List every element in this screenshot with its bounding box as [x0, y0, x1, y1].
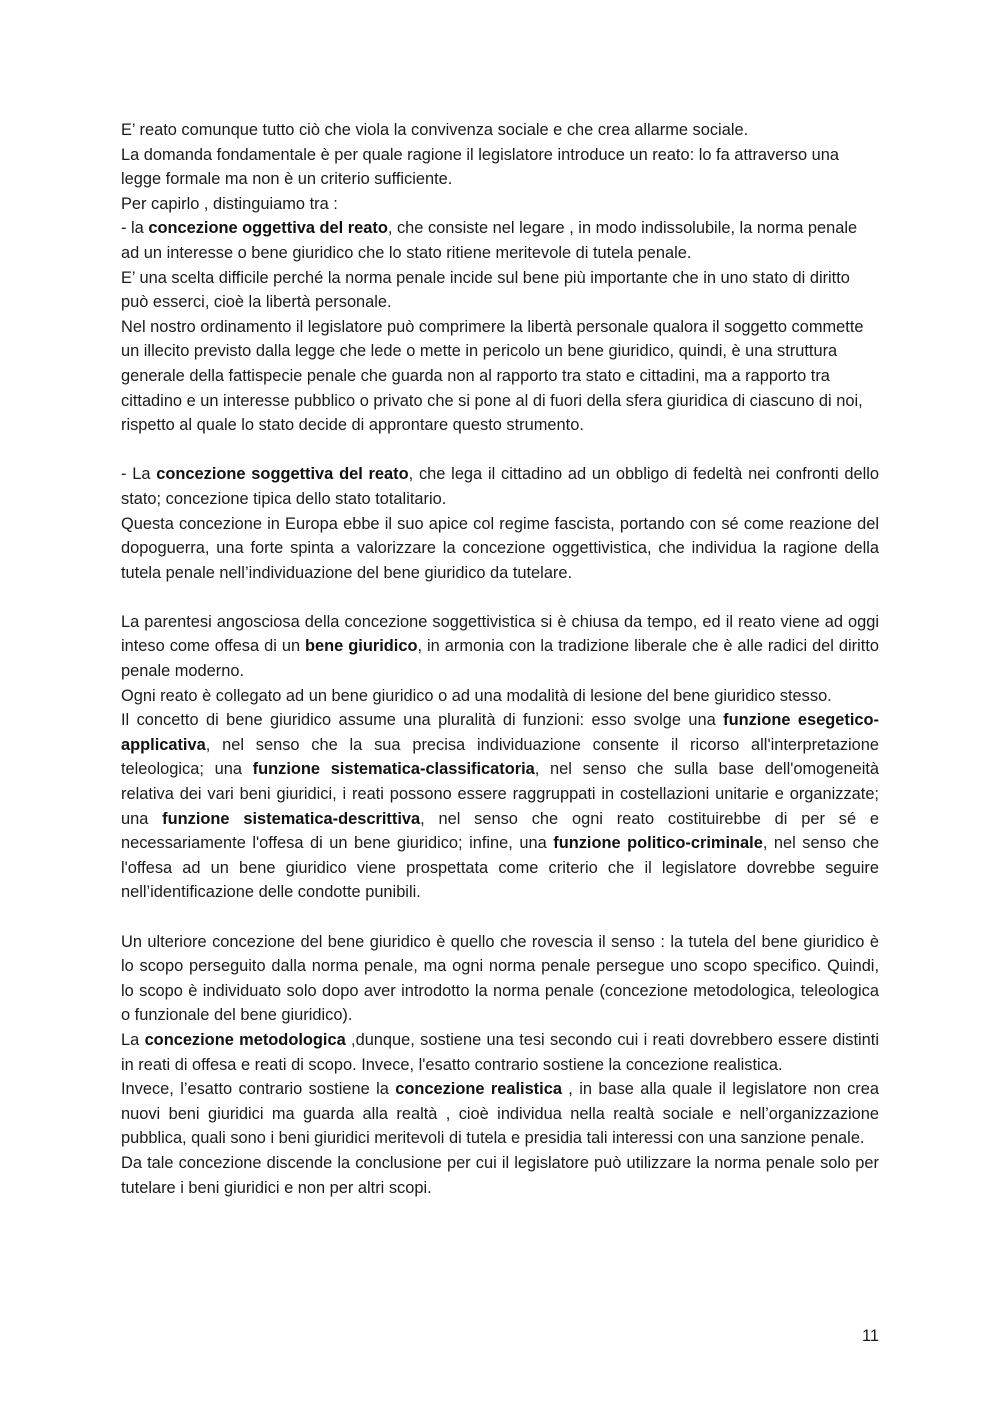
bold-term: bene giuridico — [305, 637, 418, 656]
page-number: 11 — [861, 1327, 879, 1345]
text-run: E’ una scelta difficile perché la norma penale incide sul bene più importante che in uno stato di diritto può esserci, cioè la libertà personale. — [121, 268, 850, 312]
bold-term: concezione oggettiva del reato — [148, 219, 388, 238]
text-run: Da tale concezione discende la conclusione per cui il legislatore può utilizzare la norma penale solo per tutelare i beni giuridici e non per altri scopi. — [121, 1153, 879, 1197]
paragraph — [121, 216, 879, 265]
paragraph — [121, 266, 879, 315]
paragraph-spacer — [121, 905, 879, 930]
paragraph — [121, 1077, 879, 1151]
text-run: Questa concezione in Europa ebbe il suo apice col regime fascista, portando con sé come reazione del dopoguerra, una forte spinta a valorizzare la concezione oggettivistica, che individua la ragione della tutela penale nell’individuazione del bene giuridico da tutelare. — [121, 514, 879, 582]
text-run: Il concetto di bene giuridico assume una pluralità di funzioni: esso svolge una — [121, 711, 724, 730]
text-run: La domanda fondamentale è per quale ragione il legislatore introduce un reato: lo fa attraverso una legge formale ma non è un criterio sufficiente. — [121, 145, 840, 189]
text-run: Ogni reato è collegato ad un bene giuridico o ad una modalità di lesione del bene giuridico stesso. — [121, 686, 832, 705]
text-run: , in base alla quale il legislatore non crea nuovi beni giuridici ma guarda alla realtà , cioè individua nella realtà sociale e nell’organizzazione pubblica, quali sono i beni giuridici meritevoli di tutela e presidia tali interessi con una sanzione penale. — [121, 1080, 879, 1148]
text-run: La parentesi angosciosa della concezione soggettivistica si è chiusa da tempo, ed il reato viene ad oggi inteso come offesa di un — [121, 612, 879, 656]
text-run: Un ulteriore concezione del bene giuridico è quello che rovescia il senso : la tutela del bene giuridico è lo scopo perseguito dalla norma penale, ma ogni norma penale persegue uno scopo specifico. Quindi, lo scopo è individuato solo dopo aver introdotto la norma penale (concezione metodologica, teleologica o funzionale del bene giuridico). — [121, 932, 879, 1025]
bold-term: funzione sistematica-descrittiva — [162, 809, 421, 828]
paragraph — [121, 930, 879, 1028]
paragraph-spacer — [121, 438, 879, 463]
text-run: - la — [121, 219, 149, 238]
paragraph — [121, 512, 879, 586]
bold-term: concezione realistica — [395, 1080, 562, 1099]
paragraph — [121, 192, 879, 217]
paragraph — [121, 708, 879, 905]
text-run: Invece, l’esatto contrario sostiene la — [121, 1080, 396, 1099]
paragraph — [121, 118, 879, 143]
text-run: Per capirlo , distinguiamo tra : — [121, 194, 338, 213]
paragraph — [121, 462, 879, 511]
text-run: , in armonia con la tradizione liberale che è alle radici del diritto penale moderno. — [121, 637, 879, 681]
text-run: , nel senso che sulla base dell'omogeneità relativa dei vari beni giuridici, i reati possono essere raggruppati in costellazioni unitarie e organizzate; una — [121, 760, 879, 828]
text-run: , nel senso che l'offesa ad un bene giuridico viene prospettata come criterio che il legislatore dovrebbe seguire nell’identificazione delle condotte punibili. — [121, 834, 879, 902]
bold-term: funzione esegetico-applicativa — [121, 711, 879, 754]
paragraph — [121, 1028, 879, 1077]
text-run: Nel nostro ordinamento il legislatore può comprimere la libertà personale qualora il soggetto commette un illecito previsto dalla legge che lede o mette in pericolo un bene giuridico, quindi, è una struttura generale della fattispecie penale che guarda non al rapporto tra stato e cittadini, ma a rapporto tra cittadino e un interesse pubblico o privato che si pone al di fuori della sfera giuridica di ciascuno di noi, rispetto al quale lo stato decide di approntare questo strumento. — [121, 317, 864, 435]
paragraph — [121, 684, 879, 709]
bold-term: concezione metodologica — [144, 1030, 346, 1049]
paragraph — [121, 1151, 879, 1200]
text-run: La — [121, 1030, 145, 1049]
text-run: E’ reato comunque tutto ciò che viola la convivenza sociale e che crea allarme sociale. — [121, 121, 749, 139]
text-run: , nel senso che ogni reato costituirebbe di per sé e necessariamente l'offesa di un bene giuridico; infine, una — [121, 809, 879, 853]
document-body — [121, 118, 879, 1200]
bold-term: funzione sistematica-classificatoria — [252, 760, 535, 779]
paragraph — [121, 315, 879, 438]
bold-term: concezione soggettiva del reato — [156, 465, 409, 484]
paragraph — [121, 143, 879, 192]
text-run: , che lega il cittadino ad un obbligo di fedeltà nei confronti dello stato; concezione tipica dello stato totalitario. — [121, 465, 880, 508]
text-run: , che consiste nel legare , in modo indissolubile, la norma penale ad un interesse o bene giuridico che lo stato ritiene meritevole di tutela penale. — [121, 219, 858, 262]
text-run: , nel senso che la sua precisa individuazione consente il ricorso all'interpretazione teleologica; una — [121, 735, 879, 779]
text-run: ,dunque, sostiene una tesi secondo cui i reati dovrebbero essere distinti in reati di offesa e reati di scopo. Invece, l'esatto contrario sostiene la concezione realistica. — [121, 1030, 879, 1074]
bold-term: funzione politico-criminale — [553, 834, 763, 853]
paragraph — [121, 610, 879, 684]
text-run: - La — [121, 465, 157, 484]
paragraph-spacer — [121, 585, 879, 610]
